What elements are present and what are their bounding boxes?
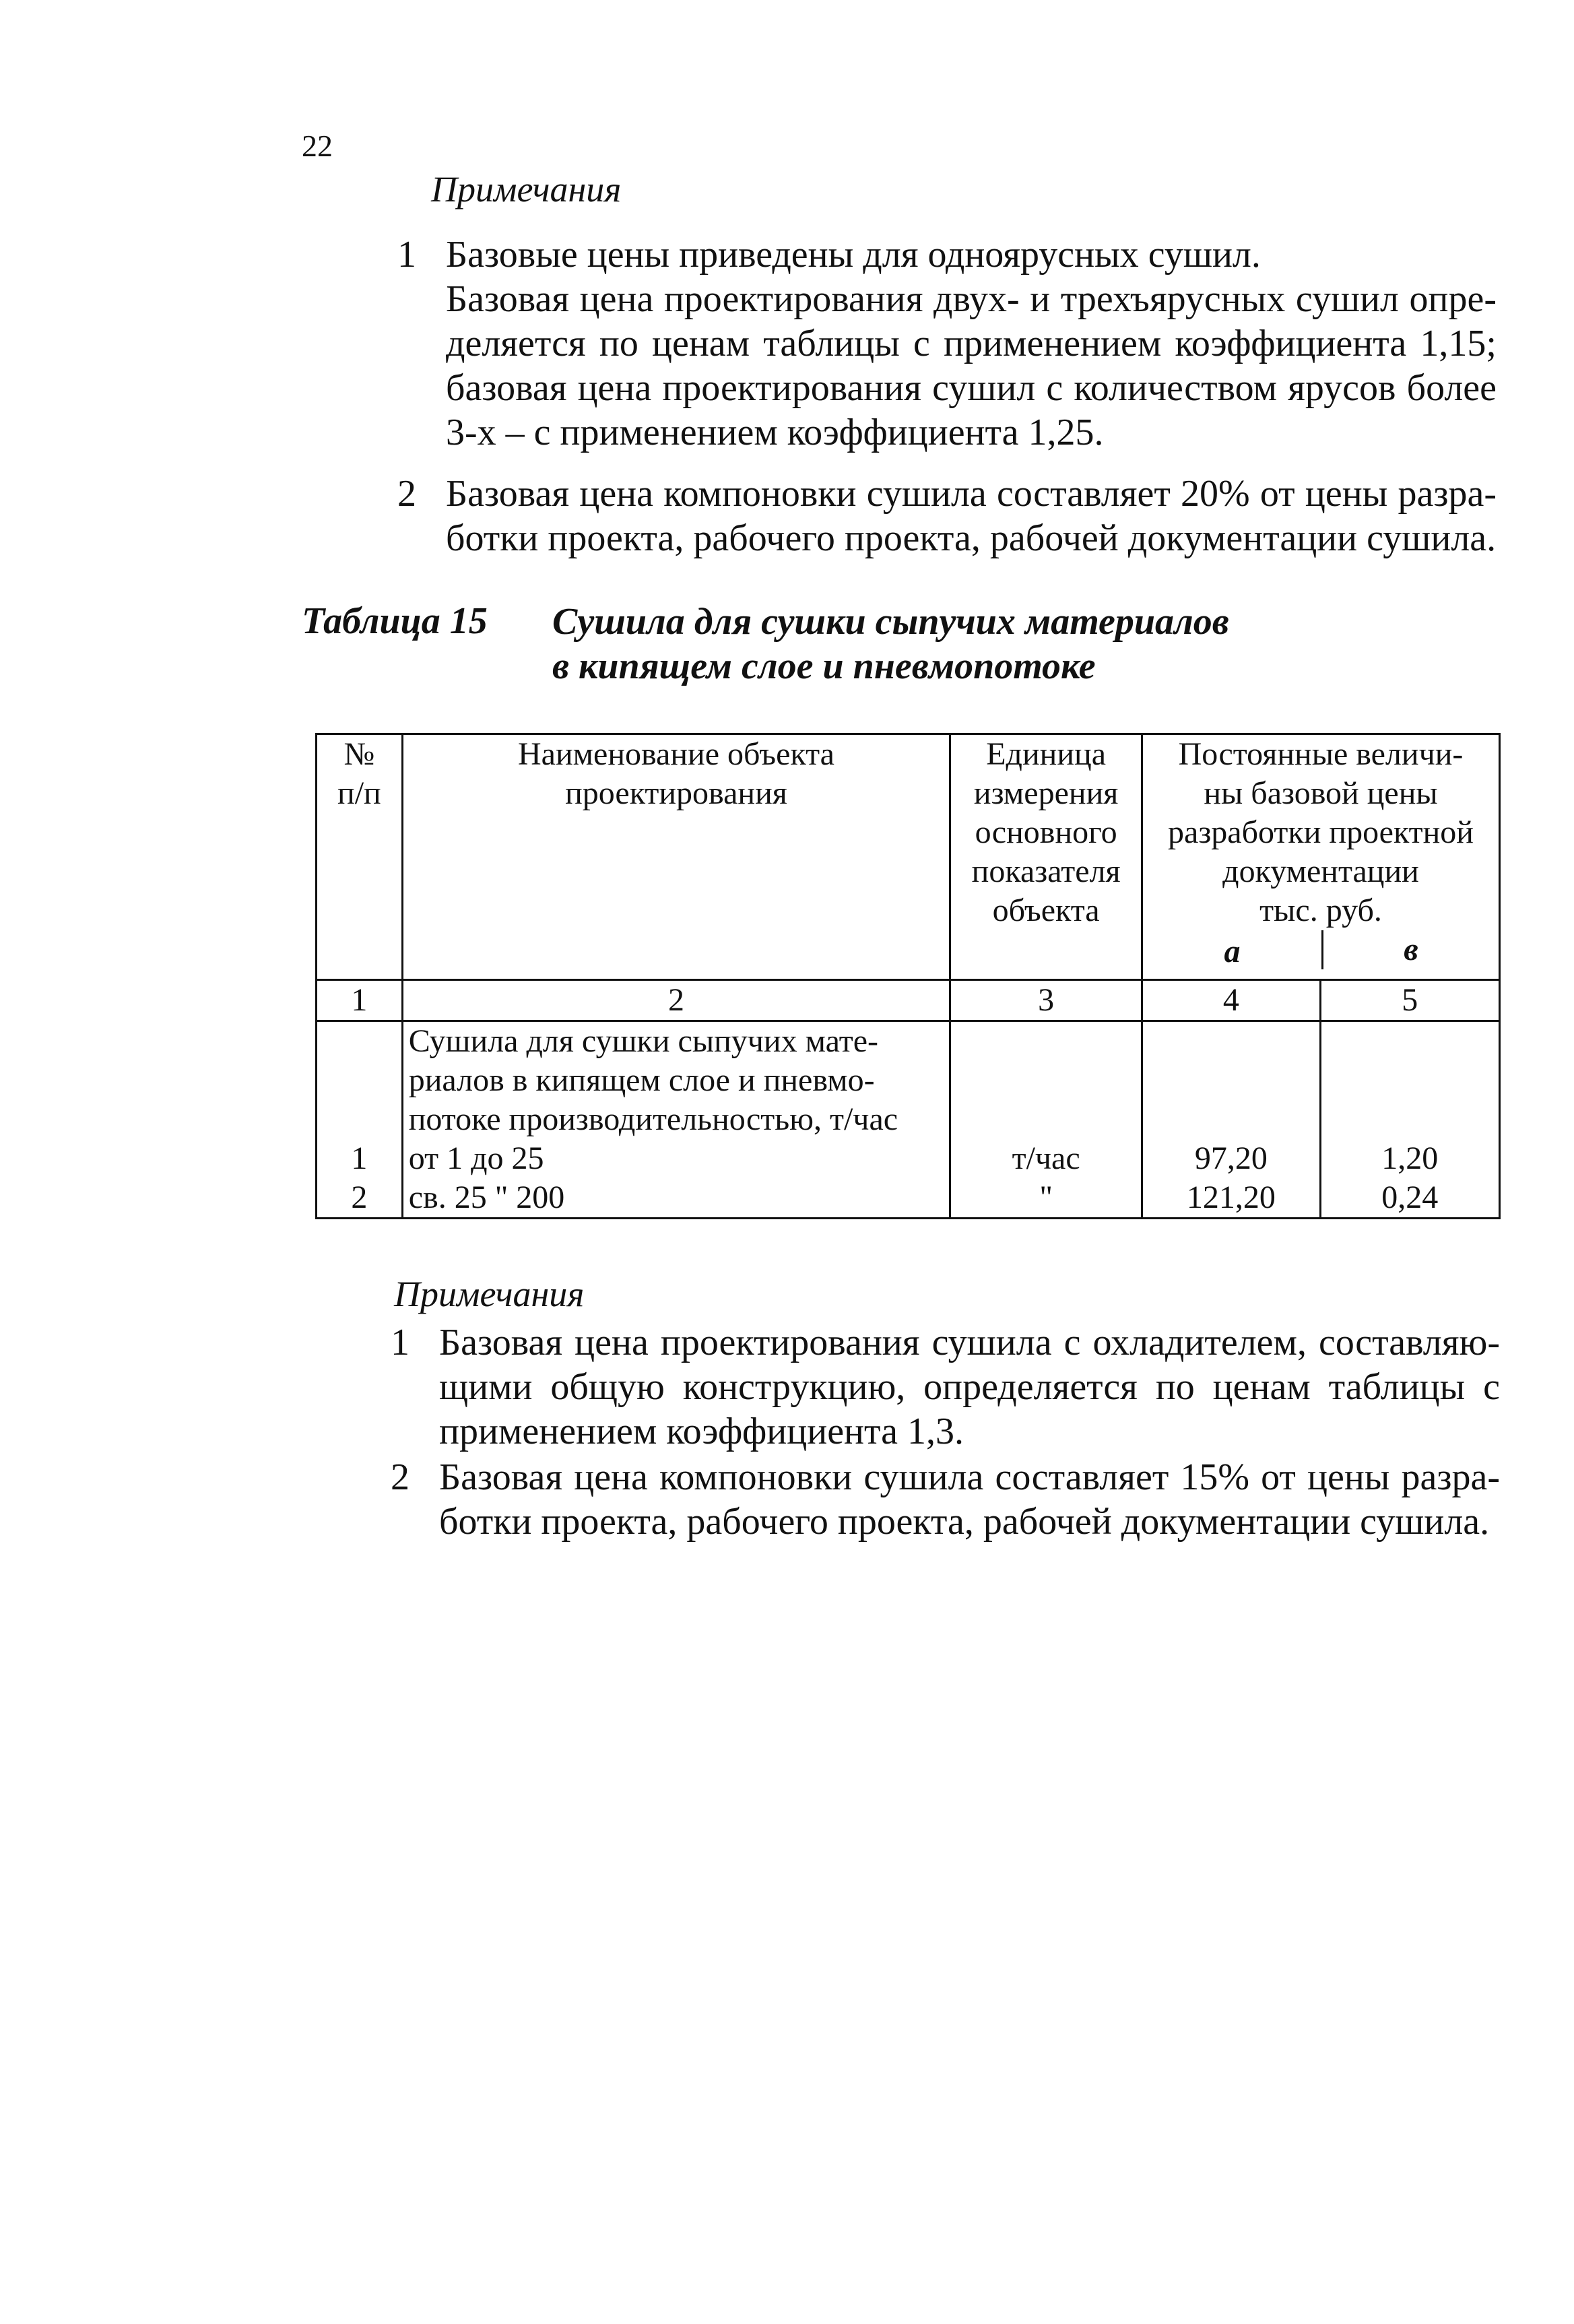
numbering-cell: 2 [402, 980, 950, 1021]
notes-title-top: Примечания [431, 169, 622, 209]
note-line: щими общую конструкцию, определяется по ценам таблицы с [439, 1366, 1500, 1408]
header-name: Наименование объекта проектирования [402, 734, 950, 980]
note-line: ботки проекта, рабочего проекта, рабочей документации сушила. [439, 1501, 1490, 1543]
note-line: Базовая цена компоновки сушила составляет 15% от цены разра- [439, 1456, 1500, 1498]
note-number: 1 [397, 234, 416, 276]
table-label: Таблица 15 [302, 600, 488, 642]
page-number: 22 [302, 129, 333, 163]
note-line: Базовая цена проектирования сушила с охладителем, составляю- [439, 1322, 1500, 1363]
note-number: 2 [391, 1456, 409, 1498]
table-title-line: Сушила для сушки сыпучих материалов [552, 601, 1229, 643]
table-data-row-group [317, 1021, 1500, 1219]
table-numbering-row [317, 980, 1500, 1021]
row-names: Сушила для сушки сыпучих мате- риалов в кипящем слое и пневмо- потоке производительностью, т/час от 1 до 25 св. 25 " 200 [402, 1021, 950, 1219]
header-sub-b: в [1321, 930, 1499, 969]
header-number: № п/п [317, 734, 403, 980]
notes-title-bottom: Примечания [394, 1274, 585, 1314]
note-line: Базовая цена проектирования двух- и трехъярусных сушил опре- [446, 278, 1497, 320]
header-unit: Единица измерения основного показателя объекта [950, 734, 1142, 980]
table-header-row [317, 734, 1500, 980]
note-line: ботки проекта, рабочего проекта, рабочей документации сушила. [446, 517, 1497, 559]
table-title-line: в кипящем слое и пневмопотоке [552, 645, 1096, 687]
header-sub-a: а [1224, 934, 1241, 969]
row-values-a: 97,20 121,20 [1142, 1021, 1321, 1219]
note-number: 2 [397, 473, 416, 515]
note-line: 3-х – с применением коэффициента 1,25. [446, 412, 1104, 453]
note-line: базовая цена проектирования сушил с количеством ярусов более [446, 367, 1497, 409]
table-title [552, 600, 1229, 688]
row-numbers: 1 2 [317, 1021, 403, 1219]
note-line: деляется по ценам таблицы с применением коэффициента 1,15; [446, 323, 1497, 364]
row-units: т/час " [950, 1021, 1142, 1219]
header-constants: Постоянные величи- ны базовой цены разработки проектной документации тыс. руб. а в [1142, 734, 1500, 980]
price-table [315, 733, 1501, 1219]
row-values-b: 1,20 0,24 [1320, 1021, 1499, 1219]
note-line: Базовые цены приведены для одноярусных сушил. [446, 234, 1261, 276]
numbering-cell: 5 [1320, 980, 1499, 1021]
note-number: 1 [391, 1322, 409, 1363]
note-line: Базовая цена компоновки сушила составляет 20% от цены разра- [446, 473, 1497, 515]
numbering-cell: 3 [950, 980, 1142, 1021]
numbering-cell: 4 [1142, 980, 1321, 1021]
numbering-cell: 1 [317, 980, 403, 1021]
note-line: применением коэффициента 1,3. [439, 1411, 964, 1452]
